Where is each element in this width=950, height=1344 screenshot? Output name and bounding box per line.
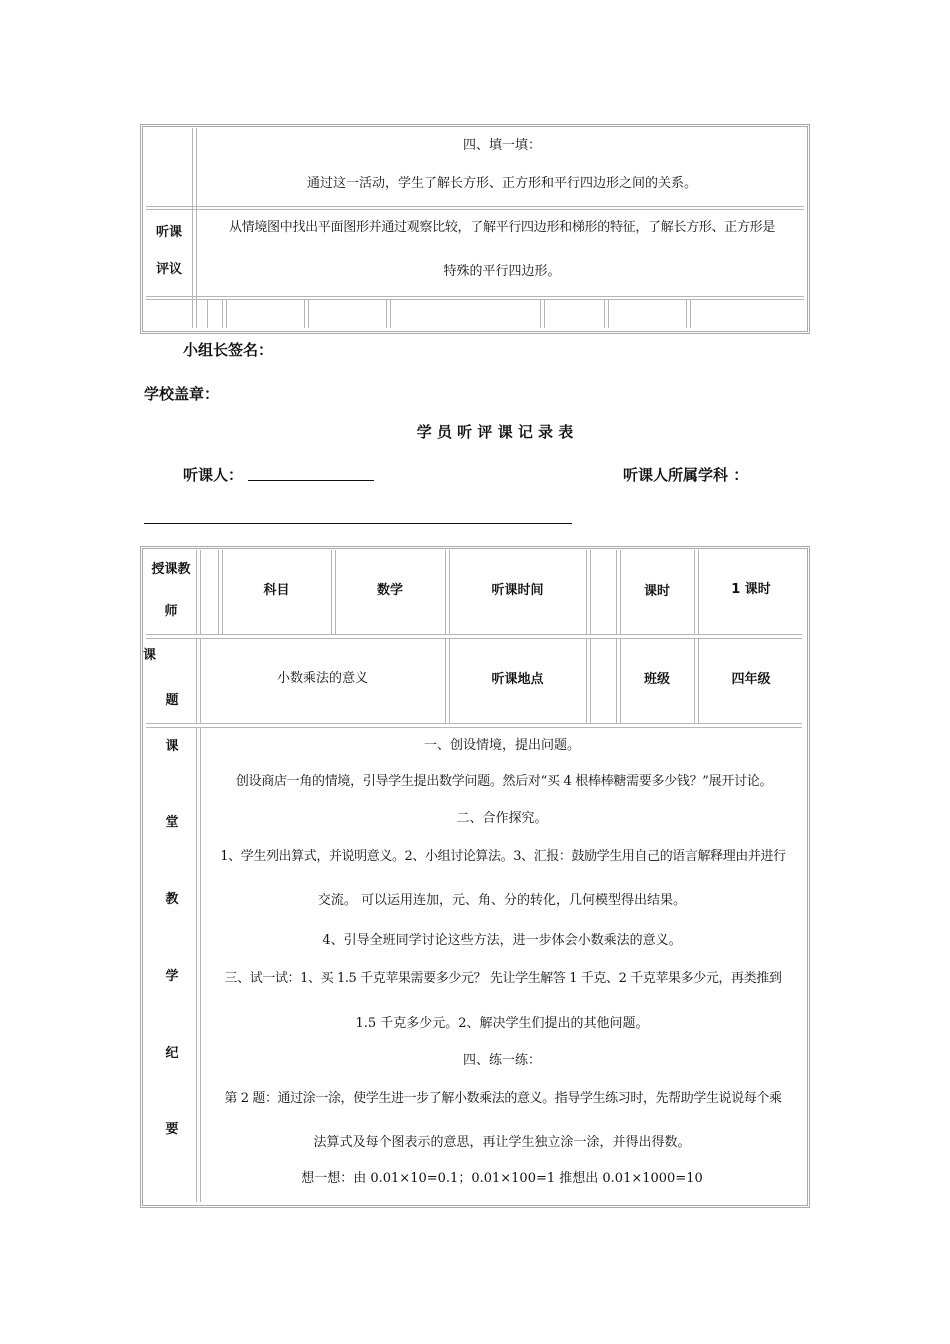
summary-line: 二、合作探究。 [456, 811, 548, 826]
summary-line: 第 2 题：通过涂一涂，使学生进一步了解小数乘法的意义。指导学生练习时，先帮助学生说说每个乘 [224, 1091, 782, 1106]
summary-line: 交流。 可以运用连加，元、角、分的转化，几何模型得出结果。 [317, 893, 687, 908]
topic-label-line-2: 题 [165, 693, 179, 708]
record-table-col-divider [586, 550, 587, 634]
summary-line: 三、试一试：1、买 1.5 千克苹果需要多少元？ 先让学生解答 1 千克、2 千克苹果多少元，再类推到 [224, 971, 782, 986]
summary-line: 想一想：由 0.01×10=0.1；0.01×100=1 推想出 0.01×1000=10 [301, 1171, 703, 1186]
top-table-cell-divider [308, 299, 309, 328]
class-period-value: 1 课时 [731, 582, 771, 597]
teacher-label-line-1: 授课教 [151, 562, 191, 577]
record-table-col-divider [590, 638, 591, 723]
top-table-cell-divider [304, 299, 305, 328]
record-table-col-divider [445, 550, 446, 634]
summary-label-char: 学 [165, 969, 179, 984]
top-table-cell-divider [690, 299, 691, 328]
record-table-row-divider [146, 723, 802, 724]
school-seal-label: 学校盖章： [144, 385, 220, 403]
summary-line: 法算式及每个图表示的意思，再让学生独立涂一涂，并得出得数。 [313, 1135, 691, 1150]
group-leader-signature-label: 小组长签名： [183, 341, 274, 359]
topic-value: 小数乘法的意义 [276, 671, 368, 686]
form-title: 学 员 听 评 课 记 录 表 [416, 423, 574, 441]
summary-label-char: 课 [165, 739, 179, 754]
top-table-cell-divider [686, 299, 687, 328]
record-table-col-divider [200, 550, 201, 634]
record-table-col-divider [694, 550, 695, 634]
comment-label-line-1: 听课 [155, 225, 182, 240]
comment-text-line-1: 从情境图中找出平面图形并通过观察比较，了解平行四边形和梯形的特征，了解长方形、正方形是 [228, 220, 776, 235]
top-table-row-divider [146, 206, 804, 207]
comment-text-line-2: 特殊的平行四边形。 [443, 264, 561, 279]
top-table-cell-divider [386, 299, 387, 328]
summary-label-char: 教 [165, 892, 179, 907]
summary-line: 1.5 千克多少元。2、解决学生们提出的其他问题。 [355, 1016, 649, 1031]
record-table-row-divider [146, 727, 802, 728]
listener-subject-underline [144, 523, 572, 524]
record-table-col-divider [196, 638, 197, 723]
listener-label: 听课人： [183, 466, 244, 484]
subject-value: 数学 [376, 583, 403, 598]
top-table-cell-divider [390, 299, 391, 328]
top-table-row-divider [146, 299, 804, 300]
record-table-col-divider [590, 550, 591, 634]
teacher-label-line-2: 师 [164, 604, 178, 619]
top-table-cell-divider [207, 299, 208, 328]
listener-name-field[interactable] [248, 462, 374, 481]
subject-label: 科目 [263, 583, 290, 598]
summary-line: 四、练一练： [462, 1053, 541, 1068]
class-period-label: 课时 [643, 584, 670, 599]
summary-line: 创设商店一角的情境，引导学生提出数学问题。然后对“买 4 根棒棒糖需要多少钱？”展开讨论。 [235, 774, 773, 789]
topic-label-line-1: 课 [143, 648, 157, 663]
fill-in-section-title: 四、填一填： [462, 138, 541, 153]
record-table-col-divider [445, 638, 446, 723]
listening-place-label: 听课地点 [491, 672, 544, 687]
record-table-col-divider [586, 638, 587, 723]
record-table-col-divider [694, 638, 695, 723]
comment-label-line-2: 评议 [155, 262, 182, 277]
top-table-row-divider [146, 296, 804, 297]
lesson-record-table [140, 546, 810, 1208]
listener-subject-label: 听课人所属学科 ： [623, 466, 749, 484]
class-label: 班级 [643, 672, 670, 687]
summary-label-char: 纪 [165, 1046, 179, 1061]
record-table-col-divider [218, 550, 219, 634]
summary-line: 4、引导全班同学讨论这些方法，进一步体会小数乘法的意义。 [322, 933, 682, 948]
fill-in-section-text: 通过这一活动，学生了解长方形、正方形和平行四边形之间的关系。 [306, 176, 697, 191]
top-table-cell-divider [544, 299, 545, 328]
summary-line: 1、学生列出算式，并说明意义。2、小组讨论算法。3、汇报：鼓励学生用自己的语言解释理由并进行 [220, 849, 786, 864]
record-table-row-divider [146, 634, 802, 635]
top-table-cell-divider [604, 299, 605, 328]
summary-label-char: 堂 [165, 815, 179, 830]
class-value: 四年级 [731, 672, 771, 687]
record-table-col-divider [616, 550, 617, 634]
record-table-row-divider [146, 638, 802, 639]
record-table-col-divider [616, 638, 617, 723]
top-table-column-divider [192, 128, 193, 328]
top-table-cell-divider [608, 299, 609, 328]
top-table-row-divider [146, 209, 804, 210]
listening-time-label: 听课时间 [491, 583, 544, 598]
record-table-col-divider [331, 550, 332, 634]
top-table-cell-divider [540, 299, 541, 328]
summary-label-char: 要 [165, 1122, 179, 1137]
top-table-cell-divider [226, 299, 227, 328]
summary-line: 一、创设情境，提出问题。 [423, 738, 580, 753]
top-table-cell-divider [222, 299, 223, 328]
